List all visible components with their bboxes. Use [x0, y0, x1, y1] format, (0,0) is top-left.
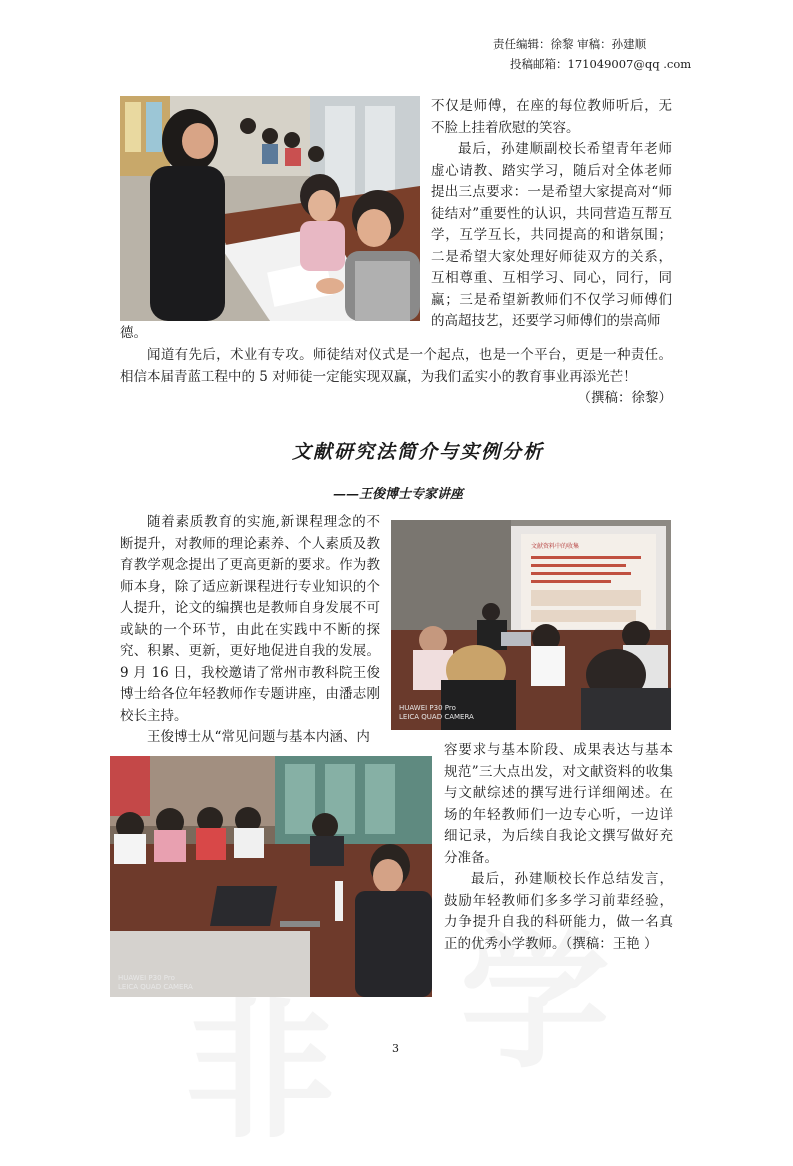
- article2-title: 文献研究法简介与实例分析: [292, 441, 545, 463]
- article2-paragraph-2-cont: 容要求与基本阶段、成果表达与基本规范”三大点出发，对文献资料的收集与文献综述的撰写进行详细阐述。在场的年轻教师们一边专心听，一边详细记录，为后续自我论文撰写做好充分准备。: [444, 742, 673, 866]
- article1-closing: [120, 345, 672, 410]
- slide-title: 文献资料中的收集: [531, 543, 580, 550]
- photo-lecture-room: [110, 756, 432, 997]
- article2-subtitle: ——王俊博士专家讲座: [333, 487, 464, 502]
- photo-lecture-slide: [391, 520, 671, 730]
- article2-intro: [120, 512, 380, 749]
- article2-right-column: [444, 740, 673, 955]
- camera-watermark-line-1: HUAWEI P30 Pro: [399, 704, 456, 712]
- photo-mentorship-ceremony: [120, 96, 420, 321]
- article2-paragraph-2-start: 王俊博士从“常见问题与基本内涵、内: [147, 729, 370, 745]
- email-line: 投稿邮箱：171049007@qq .com: [510, 57, 692, 71]
- article1-paragraph-3: 闻道有先后，术业有专攻。师徒结对仪式是一个起点，也是一个平台，更是一种责任。相信本届青蓝工程中的 5 对师徒一定能实现双赢，为我们孟实小的教育事业再添光芒！: [120, 347, 672, 385]
- page-number: 3: [392, 1042, 399, 1055]
- article1-paragraph-1: 不仅是师傅，在座的每位教师听后，无不脸上挂着欣慰的笑容。: [431, 98, 672, 136]
- article1-paragraph-2: 最后，孙建顺副校长希望青年老师虚心请教、踏实学习，随后对全体老师提出三点要求：一是希望大家提高对“师徒结对”重要性的认识，共同营造互帮互学，互学互长，共同提高的和谐氛围；二是希望大家处理好师徒双方的关系，互相尊重、互相学习、同心，同行，同赢；三是希望新教师们不仅学习师傅们的高超技艺，还要学习师傅们的崇高师: [431, 141, 672, 329]
- article2-paragraph-3: 最后，孙建顺校长作总结发言，鼓励年轻教师们多多学习前辈经验，力争提升自我的科研能力，做一名真正的优秀小学教师。（撰稿：王艳 ）: [444, 871, 673, 952]
- camera-watermark-line-2: LEICA QUAD CAMERA: [399, 713, 474, 721]
- camera-watermark-line-1b: HUAWEI P30 Pro: [118, 974, 175, 982]
- article1-byline: （撰稿：徐黎）: [577, 390, 672, 406]
- editor-line: 责任编辑：徐黎 审稿：孙建顺: [493, 37, 647, 51]
- article2-paragraph-1: 随着素质教育的实施,新课程理念的不断提升，对教师的理论素养、个人素质及教育教学观念提出了更高更新的要求。作为教师本身，除了适应新课程进行专业知识的个人提升，论文的编撰也是教师自身发展不可或缺的一个环节，由此在实践中不断的探究、积累、更新，更好地促进自我的发展。9 月 16 日，我校邀请了常州市教科院王俊博士给各位年轻教师作专题讲座，由潘志刚校长主持。: [120, 514, 380, 724]
- camera-watermark-line-2b: LEICA QUAD CAMERA: [118, 983, 193, 991]
- article1-paragraph-2-tail: 德。: [120, 325, 147, 341]
- article1-column: [431, 96, 672, 333]
